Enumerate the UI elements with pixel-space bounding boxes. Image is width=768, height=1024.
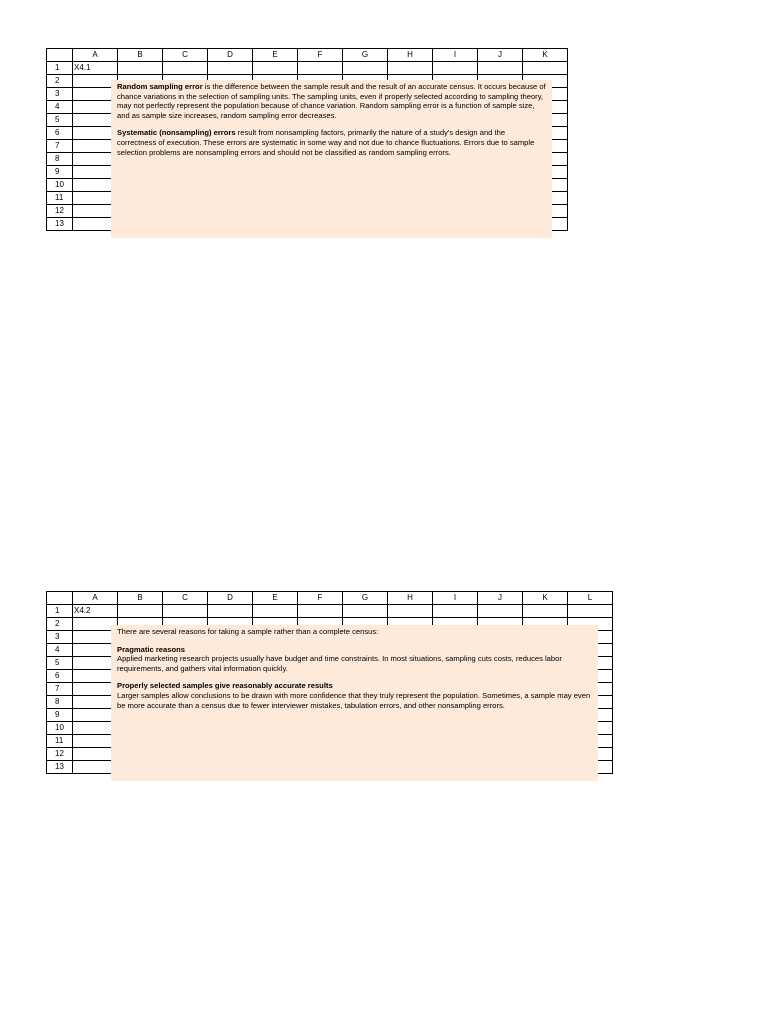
table-row (47, 62, 568, 75)
column-header-a[interactable]: A (73, 49, 118, 62)
row-header-7[interactable]: 7 (47, 683, 73, 696)
row-header-1[interactable]: 1 (47, 62, 73, 75)
table-row (47, 605, 613, 618)
row-header-3[interactable]: 3 (47, 631, 73, 644)
row-header-8[interactable]: 8 (47, 696, 73, 709)
column-header-g[interactable]: G (343, 592, 388, 605)
column-header-row (47, 49, 568, 62)
column-header-k[interactable]: K (523, 592, 568, 605)
column-header-e[interactable]: E (253, 49, 298, 62)
column-header-f[interactable]: F (298, 49, 343, 62)
cell-i1[interactable] (433, 605, 478, 618)
column-header-row (47, 592, 613, 605)
row-header-2[interactable]: 2 (47, 618, 73, 631)
row-header-13[interactable]: 13 (47, 761, 73, 774)
heading-pragmatic-reasons: Pragmatic reasons (117, 644, 185, 654)
term-random-sampling-error: Random sampling error (117, 82, 203, 91)
column-header-a[interactable]: A (73, 592, 118, 605)
intro-text: There are several reasons for taking a sample rather than a complete census: (117, 627, 379, 636)
row-header-13[interactable]: 13 (47, 218, 73, 231)
column-header-b[interactable]: B (118, 592, 163, 605)
row-header-2[interactable]: 2 (47, 75, 73, 88)
column-header-l[interactable]: L (568, 592, 613, 605)
text-pragmatic-reasons: Applied marketing research projects usually have budget and time constraints. In most situations, sampling cuts costs, reduces labor requirements, and gathers vital information quickly. (117, 654, 562, 673)
note-box-x4-1 (111, 80, 552, 238)
term-systematic-errors: Systematic (nonsampling) errors (117, 128, 236, 138)
column-header-h[interactable]: H (388, 49, 433, 62)
cell-h1[interactable] (388, 62, 433, 75)
corner-cell[interactable] (47, 592, 73, 605)
column-header-j[interactable]: J (478, 49, 523, 62)
cell-g1[interactable] (343, 605, 388, 618)
cell-a1[interactable]: X4.1 (73, 62, 118, 75)
cell-c1[interactable] (163, 62, 208, 75)
row-header-1[interactable]: 1 (47, 605, 73, 618)
row-header-6[interactable]: 6 (47, 127, 73, 140)
row-header-11[interactable]: 11 (47, 735, 73, 748)
row-header-10[interactable]: 10 (47, 722, 73, 735)
column-header-e[interactable]: E (253, 592, 298, 605)
cell-d1[interactable] (208, 62, 253, 75)
row-header-4[interactable]: 4 (47, 644, 73, 657)
column-header-i[interactable]: I (433, 592, 478, 605)
cell-i1[interactable] (433, 62, 478, 75)
heading-accurate-results: Properly selected samples give reasonably accurate results (117, 681, 333, 691)
cell-l1[interactable] (568, 605, 613, 618)
cell-b1[interactable] (118, 62, 163, 75)
cell-e1[interactable] (253, 605, 298, 618)
cell-j1[interactable] (478, 605, 523, 618)
column-header-g[interactable]: G (343, 49, 388, 62)
cell-k1[interactable] (523, 605, 568, 618)
column-header-d[interactable]: D (208, 592, 253, 605)
note-box-x4-2 (111, 625, 598, 781)
cell-j1[interactable] (478, 62, 523, 75)
row-header-4[interactable]: 4 (47, 101, 73, 114)
column-header-h[interactable]: H (388, 592, 433, 605)
column-header-c[interactable]: C (163, 592, 208, 605)
cell-b1[interactable] (118, 605, 163, 618)
row-header-8[interactable]: 8 (47, 153, 73, 166)
row-header-9[interactable]: 9 (47, 166, 73, 179)
corner-cell[interactable] (47, 49, 73, 62)
cell-k1[interactable] (523, 62, 568, 75)
column-header-c[interactable]: C (163, 49, 208, 62)
cell-h1[interactable] (388, 605, 433, 618)
column-header-j[interactable]: J (478, 592, 523, 605)
row-header-9[interactable]: 9 (47, 709, 73, 722)
cell-d1[interactable] (208, 605, 253, 618)
column-header-i[interactable]: I (433, 49, 478, 62)
row-header-6[interactable]: 6 (47, 670, 73, 683)
text-accurate-results: Larger samples allow conclusions to be drawn with more confidence that they truly represent the population. Sometimes, a sample may even be more accurate than a census due to fewer interviewer mistakes, tabulation errors, and other nonsampling errors. (117, 690, 591, 710)
column-header-b[interactable]: B (118, 49, 163, 62)
text-systematic-errors: result from nonsampling factors, primarily the nature of a study's design and the correctness of execution. These errors are systematic in some way and not due to chance fluctuations. Errors due to sample selection problems are nonsampling errors and should not be classified as random sampling errors. (117, 128, 535, 157)
column-header-d[interactable]: D (208, 49, 253, 62)
row-header-10[interactable]: 10 (47, 179, 73, 192)
cell-a1[interactable]: X4.2 (73, 605, 118, 618)
cell-e1[interactable] (253, 62, 298, 75)
row-header-7[interactable]: 7 (47, 140, 73, 153)
row-header-12[interactable]: 12 (47, 205, 73, 218)
column-header-f[interactable]: F (298, 592, 343, 605)
row-header-5[interactable]: 5 (47, 114, 73, 127)
row-header-5[interactable]: 5 (47, 657, 73, 670)
row-header-3[interactable]: 3 (47, 88, 73, 101)
row-header-11[interactable]: 11 (47, 192, 73, 205)
cell-g1[interactable] (343, 62, 388, 75)
cell-f1[interactable] (298, 62, 343, 75)
text-random-sampling-error: is the difference between the sample result and the result of an accurate census. It occurs because of chance variations in the selection of sampling units. The sampling units, even if properly selected according to sampling theory, may not perfectly represent the population because of chance variation. Random sampling error is a function of sample size, and as sample size increases, random sampling error decreases. (117, 82, 546, 120)
cell-f1[interactable] (298, 605, 343, 618)
column-header-k[interactable]: K (523, 49, 568, 62)
row-header-12[interactable]: 12 (47, 748, 73, 761)
cell-c1[interactable] (163, 605, 208, 618)
